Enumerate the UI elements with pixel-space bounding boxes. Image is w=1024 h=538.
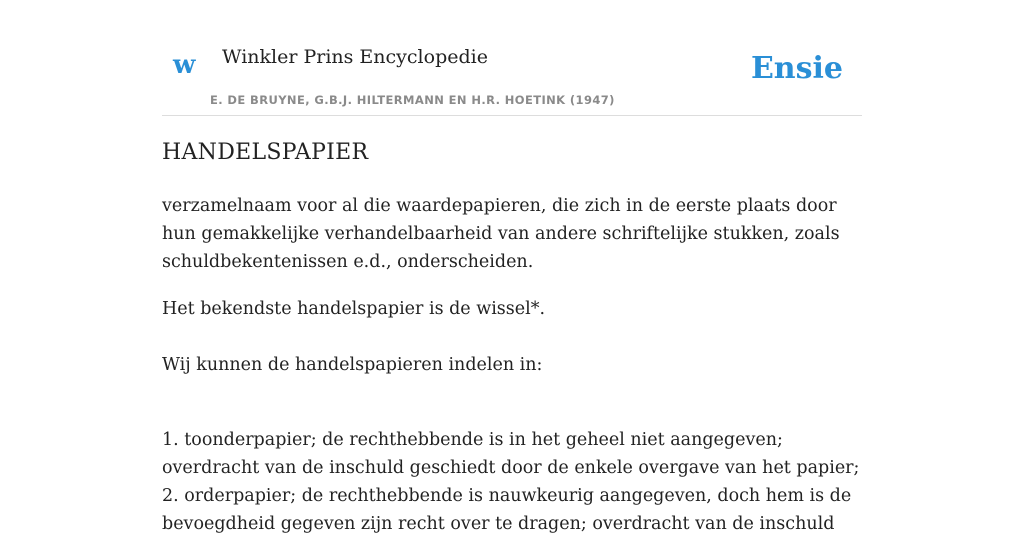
article-page — [162, 0, 862, 534]
article-body — [162, 192, 862, 538]
source-header — [162, 0, 862, 116]
article-paragraph: verzamelnaam voor al die waardepapieren, die zich in de eerste plaats door hun gemakkelijke verhandelbaarheid van andere schriftelijke stukken, zoals schuldbekentenissen e.d., onderscheiden. — [162, 196, 840, 272]
paragraph-spacer — [162, 398, 862, 426]
article-paragraph: Het bekendste handelspapier is de wissel*. — [162, 299, 546, 319]
page-title: HANDELSPAPIER — [162, 140, 369, 165]
source-title-link[interactable]: Winkler Prins Encyclopedie — [222, 46, 488, 68]
source-logo[interactable]: w — [173, 50, 196, 80]
list-item: 2. orderpapier; de rechthebbende is nauwkeurig aangegeven, doch hem is de bevoegdheid gegeven zijn recht over te dragen; overdracht van de inschuld — [162, 486, 852, 534]
brand-logo[interactable]: Ensie — [750, 51, 843, 86]
article-paragraph: Wij kunnen de handelspapieren indelen in: — [162, 355, 543, 375]
list-item: 1. toonderpapier; de rechthebbende is in het geheel niet aangegeven; overdracht van de inschuld geschiedt door de enkele overgave van het papier; — [162, 430, 860, 478]
source-authors: E. DE BRUYNE, G.B.J. HILTERMANN EN H.R. HOETINK (1947) — [210, 93, 615, 107]
